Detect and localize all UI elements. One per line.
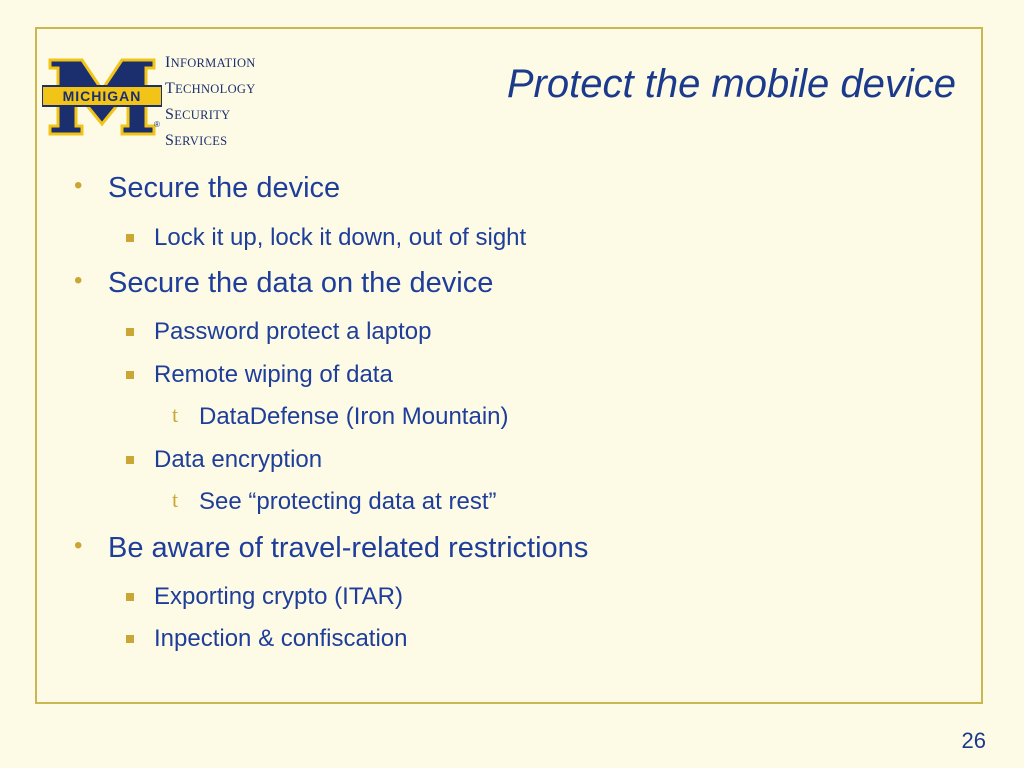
bullet-text: Password protect a laptop xyxy=(154,318,432,345)
org-name xyxy=(165,50,256,154)
org-line-security: SECURITY xyxy=(165,106,231,123)
slide-title: Protect the mobile device xyxy=(506,62,956,106)
sub-bullet-inspection xyxy=(154,625,408,653)
bullet-marker: t xyxy=(172,487,179,512)
bullet-text: DataDefense (Iron Mountain) xyxy=(199,403,509,430)
square-bullet-icon xyxy=(126,328,134,336)
sub-bullet-export-crypto xyxy=(154,583,403,611)
bullet-text: Be aware of travel-related restrictions xyxy=(108,532,589,564)
bullet-secure-data xyxy=(74,267,494,300)
bullet-marker: • xyxy=(74,172,83,199)
bullet-text: See “protecting data at rest” xyxy=(199,488,497,515)
bullet-marker: t xyxy=(172,402,179,427)
sub-bullet-encryption xyxy=(154,446,322,474)
bullet-text: Secure the device xyxy=(108,172,341,204)
michigan-logo xyxy=(42,50,292,149)
michigan-wordmark: MICHIGAN xyxy=(62,88,142,104)
square-bullet-icon xyxy=(126,456,134,464)
bullet-text: Lock it up, lock it down, out of sight xyxy=(154,224,527,251)
block-m-logo-icon xyxy=(42,56,162,138)
bullet-text: Inpection & confiscation xyxy=(154,625,408,652)
registered-mark: ® xyxy=(154,120,160,129)
page-number: 26 xyxy=(961,728,986,753)
bullet-travel-restrictions xyxy=(74,532,589,565)
sub-bullet-lock xyxy=(154,224,526,252)
square-bullet-icon xyxy=(126,593,134,601)
org-line-services: SERVICES xyxy=(165,132,228,149)
bullet-text: Remote wiping of data xyxy=(154,361,393,388)
square-bullet-icon xyxy=(126,234,134,242)
org-line-technology: TECHNOLOGY xyxy=(165,80,256,97)
bullet-secure-device xyxy=(74,172,341,205)
sub-sub-bullet-data-at-rest xyxy=(172,487,497,516)
bullet-text: Secure the data on the device xyxy=(108,267,494,299)
org-line-information: INFORMATION xyxy=(165,54,256,71)
bullet-marker: • xyxy=(74,267,83,294)
bullet-text: Data encryption xyxy=(154,446,323,473)
bullet-marker: • xyxy=(74,532,83,559)
bullet-text: Exporting crypto (ITAR) xyxy=(154,583,403,610)
sub-sub-bullet-datadefense xyxy=(172,402,509,431)
sub-bullet-remote-wipe xyxy=(154,361,393,389)
sub-bullet-password xyxy=(154,318,432,346)
square-bullet-icon xyxy=(126,371,134,379)
square-bullet-icon xyxy=(126,635,134,643)
